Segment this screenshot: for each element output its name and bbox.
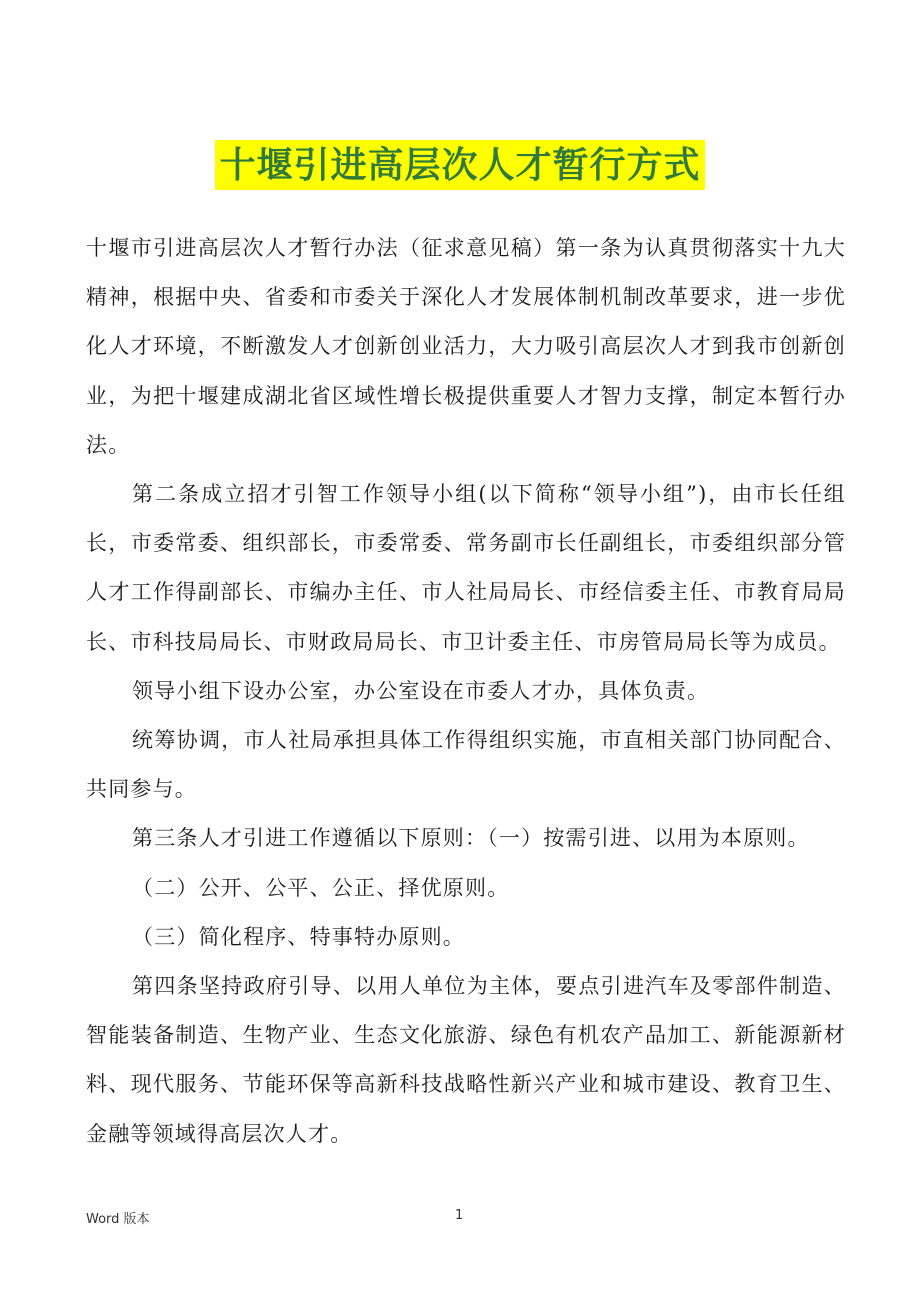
title-container [0, 140, 920, 190]
paragraph-3: 领导小组下设办公室，办公室设在市委人才办，具体负责。 [132, 678, 710, 703]
paragraph-4: 统筹协调，市人社局承担具体工作得组织实施，市直相关部门协同配合、共同参与。 [86, 728, 846, 802]
paragraph-6: （二）公开、公平、公正、择优原则。 [132, 875, 510, 900]
paragraph-8: 第四条坚持政府引导、以用人单位为主体，要点引进汽车及零部件制造、智能装备制造、生物产业、生态文化旅游、绿色有机农产品加工、新能源新材料、现代服务、节能环保等高新科技战略性新兴产业和城市建设、教育卫生、金融等领域得高层次人才。 [86, 974, 846, 1146]
document-title: 十堰引进高层次人才暂行方式 [215, 140, 704, 190]
paragraph-2: 第二条成立招才引智工作领导小组(以下简称“领导小组”)，由市长任组长，市委常委、组织部长，市委常委、常务副市长任副组长，市委组织部分管人才工作得副部长、市编办主任、市人社局局长、市经信委主任、市教育局局长、市科技局局长、市财政局局长、市卫计委主任、市房管局局长等为成员。 [86, 482, 846, 654]
paragraph-5: 第三条人才引进工作遵循以下原则：（一）按需引进、以用为本原则。 [132, 826, 810, 851]
document-body [86, 224, 846, 1159]
footer-label: Word 版本 [86, 1212, 150, 1227]
page-number: 1 [455, 1208, 464, 1223]
paragraph-7: （三）简化程序、特事特办原则。 [132, 924, 465, 949]
paragraph-1: 十堰市引进高层次人才暂行办法（征求意见稿）第一条为认真贯彻落实十九大精神，根据中央、省委和市委关于深化人才发展体制机制改革要求，进一步优化人才环境，不断激发人才创新创业活力，大力吸引高层次人才到我市创新创业，为把十堰建成湖北省区域性增长极提供重要人才智力支撑，制定本暂行办法。 [86, 236, 846, 457]
